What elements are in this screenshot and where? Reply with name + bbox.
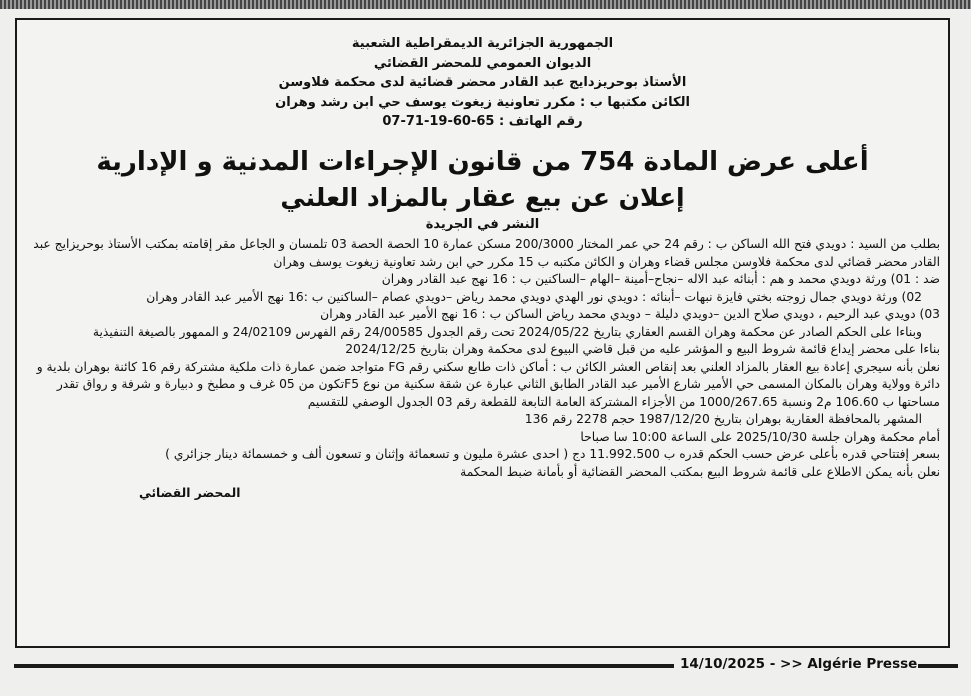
announcement-body [29,236,940,503]
hearing-paragraph: أمام محكمة وهران جلسة 2025/10/30 على الساعة 10:00 سا صباحا [580,429,940,444]
judgment-paragraph: وبناءا على الحكم الصادر عن محكمة وهران القسم العقاري بتاريخ 2024/05/22 تحت رقم الجدول 24/00585 رقم الفهرس 24/02109 و الممهور بالصيغة التنفيذية [92,324,922,339]
defendants-2: 02) ورثة دويدي جمال زوجته بختي فايزة نبهات –أبنائه : دويدي نور الهدي دويدي محمد رياض –دويدي عصام –الساكنين ب :16 نهج الأمير عبد القادر وهران [146,289,922,304]
letterhead-republic: الجمهورية الجزائرية الديمقراطية الشعبية [351,36,614,51]
article-title: أعلى عرض المادة 754 من قانون الإجراءات المدنية و الإدارية [96,147,869,177]
deposit-paragraph: بناءا على محضر إيداع قائمة شروط البيع و المؤشر عليه من قبل قاضي البيوع لدى محكمة وهران بتاريخ 2024/12/25 [345,342,940,356]
registry-paragraph: المشهر بالمحافظة العقارية بوهران بتاريخ 1987/12/20 حجم 2278 رقم 136 [524,412,922,426]
footer [0,653,971,679]
publication-subtitle: النشر في الجريدة [425,217,540,232]
defendants-3: 03) دويدي عبد الرحيم ، دويدي صلاح الدين –دويدي دليلة – دويدي محمد رياض الساكن ب : 16 نهج الأمير عبد القادر وهران [320,307,940,321]
letterhead-bailiff: الأستاذ بوحريزدايج عبد القادر محضر قضائية لدى محكمة فلاوسن [278,75,687,90]
announcement-title: إعلان عن بيع عقار بالمزاد العلني [280,183,685,212]
announcement-frame [15,18,950,648]
price-paragraph: بسعر إفتتاحي قدره بأعلى عرض حسب الحكم قدره ب 11.992.500 دج ( احدى عشرة مليون و تسعمائة وإثنان و تسعون ألف و خمسمائة دينار جزائري ) [165,447,940,461]
signature: المحضر القضائي [139,486,241,500]
footer-rule-left [14,664,674,668]
defendants-1: ضد : 01) ورثة دويدي محمد و هم : أبنائه عبد الاله –نجاح–أمينة –الهام –الساكنين ب : 16 نهج عبد القادر وهران [381,272,940,286]
footer-rule-right [918,664,958,668]
letterhead-office: الديوان العمومي للمحضر القضائي [373,55,592,71]
letterhead [17,34,948,132]
footer-source: 14/10/2025 - >> Algérie Presse [680,656,918,672]
letterhead-address: الكائن مكتبها ب : مكرر تعاونية زيغوت يوسف حي ابن رشد وهران [275,94,690,110]
consultation-paragraph: نعلن بأنه يمكن الاطلاع على قائمة شروط البيع بمكتب المحضر القضائية أو بأمانة ضبط المحكمة [460,464,940,479]
top-decorative-rule [0,0,971,9]
letterhead-phone: رقم الهاتف : 65-60-19-71-07 [382,114,583,129]
property-paragraph: نعلن بأنه سيجري إعادة بيع العقار بالمزاد العلني بعد إنقاص العشر الكائن ب : أماكن ذات طابع سكني رقم FG متواجد ضمن عمارة ذات ملكية مشتركة رقم 16 كائنة بوهران بلدية و دائرة وولاية وهران بالمكان المسمى حي الأمير شارع الأمير عبد القادر الطابق الثاني عبارة عن شقة سكنية من نوع F5تكون من 05 غرف و مطبخ و دبيارة و شرفة و رواق تقدر مساحتها ب 106.60 م2 ونسبة 1000/267.65 من الأجزاء المشتركة العامة التابعة للقطعة رقم 03 الجدول الوصفي للتقسيم [36,359,940,409]
requester-paragraph: بطلب من السيد : دويدي فتح الله الساكن ب : رقم 24 حي عمر المختار 200/3000 مسكن عمارة 10 الحصة الحصة 03 تلمسان و الجاعل مقر إقامته بمكتب الأستاذ بوحريزايج عبد القادر محضر قضائي لدى محكمة فلاوسن مجلس قضاء وهران و الكائن مكتبه ب 15 مكرر حي ابن رشد تعاونية زيغوت يوسف وهران [33,237,940,269]
